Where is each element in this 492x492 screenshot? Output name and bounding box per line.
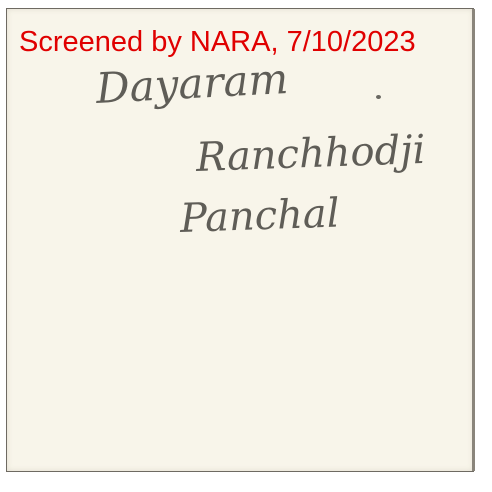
ink-dot-mark (376, 95, 381, 99)
nara-screening-stamp: Screened by NARA, 7/10/2023 (19, 26, 416, 58)
handwritten-line-surname: Panchal (179, 190, 341, 242)
handwritten-line-middle-name: Ranchhodji (195, 127, 427, 181)
handwritten-line-first-name: Dayaram (94, 53, 290, 113)
